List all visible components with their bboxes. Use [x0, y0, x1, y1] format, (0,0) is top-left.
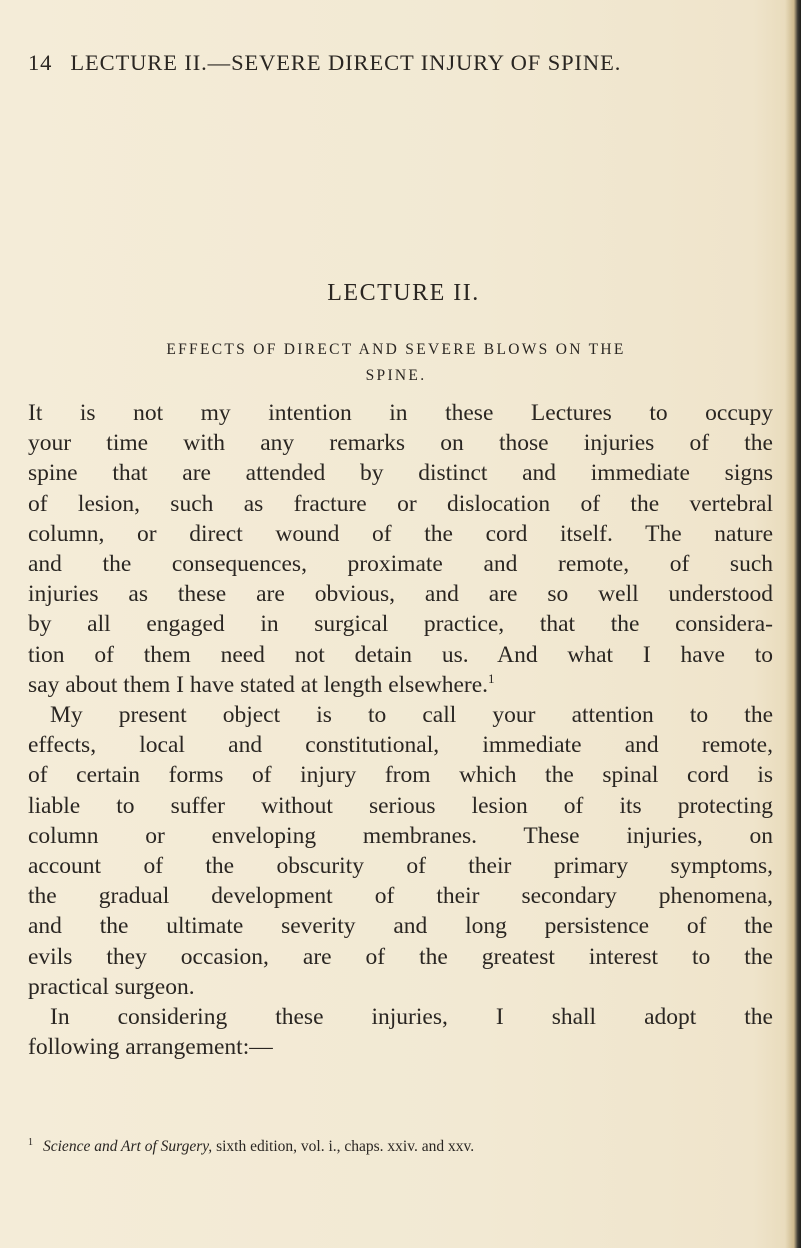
text-line: following arrangement:—: [28, 1034, 273, 1061]
subtitle-line: EFFECTS OF DIRECT AND SEVERE BLOWS ON THE: [166, 341, 626, 358]
text-line: [28, 670, 773, 700]
footnote-text: sixth edition, vol. i., chaps. xxiv. and xxv.: [212, 1138, 475, 1156]
text-line: In considering these injuries, I shall adopt the: [50, 1004, 773, 1031]
text-line: of lesion, such as fracture or dislocation of the vertebral: [28, 490, 773, 517]
footnote-mark: 1: [28, 1137, 33, 1148]
text-line: injuries as these are obvious, and are so well understood: [28, 581, 773, 608]
lecture-title: LECTURE II.: [327, 280, 480, 306]
lecture-subtitle: [36, 337, 756, 389]
footnote-reference: 1: [488, 671, 495, 686]
text-line: of certain forms of injury from which the spinal cord is: [28, 762, 773, 789]
page-edge-shadow: [785, 0, 801, 1248]
running-head-title: LECTURE II.—SEVERE DIRECT INJURY OF SPINE.: [70, 50, 622, 75]
text-line: and the ultimate severity and long persistence of the: [28, 913, 773, 940]
footnote-book-title: Science and Art of Surgery,: [43, 1138, 213, 1156]
page-number: 14: [28, 50, 53, 75]
text-line: your time with any remarks on those injuries of the: [28, 430, 773, 457]
text-line: practical surgeon.: [28, 973, 195, 1000]
text-line: column or enveloping membranes. These injuries, on: [28, 822, 773, 849]
text-line: the gradual development of their secondary phenomena,: [28, 883, 773, 910]
text-line: column, or direct wound of the cord itself. The nature: [28, 520, 773, 547]
text-line: and the consequences, proximate and remote, of such: [28, 551, 773, 578]
running-head: [28, 50, 621, 76]
text-line: It is not my intention in these Lectures to occupy: [28, 400, 773, 426]
body-text: [28, 398, 773, 1062]
text-line-content: say about them I have stated at length elsewhere.: [28, 671, 489, 698]
text-line: effects, local and constitutional, immediate and remote,: [28, 732, 773, 759]
text-line: tion of them need not detain us. And what I have to: [28, 641, 773, 668]
text-line: My present object is to call your attention to the: [50, 702, 773, 729]
subtitle-line: SPINE.: [365, 367, 427, 384]
footnote: [28, 1137, 773, 1156]
text-line: liable to suffer without serious lesion of its protecting: [28, 792, 773, 819]
text-line: evils they occasion, are of the greatest interest to the: [28, 943, 773, 970]
text-line: spine that are attended by distinct and immediate signs: [28, 460, 773, 487]
text-line: account of the obscurity of their primary symptoms,: [28, 853, 773, 880]
text-line: by all engaged in surgical practice, that the considera-: [28, 611, 773, 638]
